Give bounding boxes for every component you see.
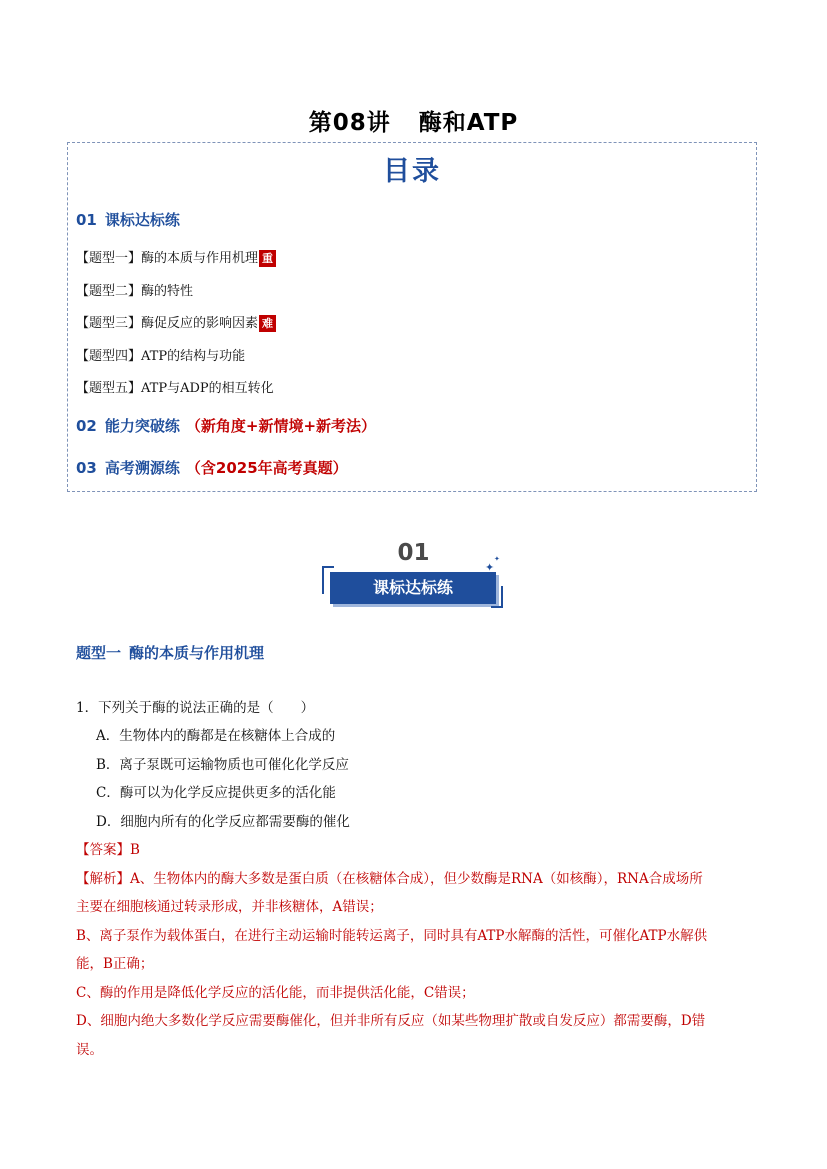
toc-section-number: 01: [76, 211, 97, 229]
banner-decoration-right: [491, 586, 503, 608]
key-point-badge: 重: [259, 250, 276, 267]
toc-item-label: 【题型三】酶促反应的影响因素: [76, 316, 259, 331]
analysis-line: 【解析】A、生物体内的酶大多数是蛋白质（在核糖体合成），但少数酶是RNA（如核酶），RNA合成场所: [76, 871, 703, 887]
analysis-line: 能，B正确；: [76, 956, 154, 972]
option-b: B．离子泵既可运输物质也可催化化学反应: [96, 757, 349, 773]
sparkle-icon: ✦: [485, 561, 495, 574]
question-type-heading: [76, 642, 264, 663]
option-a: A．生物体内的酶都是在核糖体上合成的: [96, 728, 336, 744]
toc-section-note: （新角度+新情境+新考法）: [185, 417, 377, 435]
toc-section-01[interactable]: [76, 209, 180, 230]
toc-item-label: 【题型一】酶的本质与作用机理: [76, 251, 259, 266]
lecture-topic: 酶和ATP: [418, 110, 519, 136]
analysis-line: 主要在细胞核通过转录形成，并非核糖体，A错误；: [76, 899, 383, 915]
section-banner: 课标达标练: [330, 572, 496, 604]
toc-section-note: （含2025年高考真题）: [185, 459, 348, 477]
toc-section-02[interactable]: [76, 415, 376, 436]
toc-section-label: 能力突破练: [104, 417, 180, 435]
analysis-line: 误。: [76, 1042, 103, 1058]
toc-section-03[interactable]: [76, 457, 348, 478]
toc-item-type3[interactable]: [76, 312, 276, 332]
question-type-title: 酶的本质与作用机理: [129, 644, 265, 662]
question-stem: 1．下列关于酶的说法正确的是（ ）: [76, 700, 315, 716]
question-type-label: 题型一: [76, 644, 122, 662]
toc-item-type1[interactable]: [76, 247, 276, 267]
analysis-line: C、酶的作用是降低化学反应的活化能，而非提供活化能，C错误；: [76, 985, 475, 1001]
lecture-number: 第08讲: [308, 110, 391, 136]
option-d: D．细胞内所有的化学反应都需要酶的催化: [96, 814, 350, 830]
toc-item-label: 【题型四】ATP的结构与功能: [76, 349, 246, 364]
sparkle-icon: ✦: [494, 555, 500, 563]
answer: 【答案】B: [76, 842, 140, 858]
analysis-line: D、细胞内绝大多数化学反应需要酶催化，但并非所有反应（如某些物理扩散或自发反应）都需要酶，D错: [76, 1013, 706, 1029]
toc-item-label: 【题型二】酶的特性: [76, 284, 194, 299]
analysis-line: B、离子泵作为载体蛋白，在进行主动运输时能转运离子，同时具有ATP水解酶的活性，可催化ATP水解供: [76, 928, 708, 944]
toc-section-number: 02: [76, 417, 97, 435]
toc-section-label: 高考溯源练: [104, 459, 180, 477]
toc-heading: 目录: [383, 156, 441, 187]
toc-section-label: 课标达标练: [104, 211, 180, 229]
table-of-contents: [67, 142, 757, 492]
toc-item-type4[interactable]: [76, 345, 245, 364]
toc-item-type2[interactable]: [76, 280, 193, 299]
toc-item-type5[interactable]: [76, 377, 274, 396]
option-c: C．酶可以为化学反应提供更多的活化能: [96, 785, 336, 801]
difficult-badge: 难: [259, 315, 276, 332]
section-banner-number: 01: [397, 540, 430, 566]
toc-item-label: 【题型五】ATP与ADP的相互转化: [76, 381, 274, 396]
toc-section-number: 03: [76, 459, 97, 477]
page-title: [0, 104, 827, 137]
